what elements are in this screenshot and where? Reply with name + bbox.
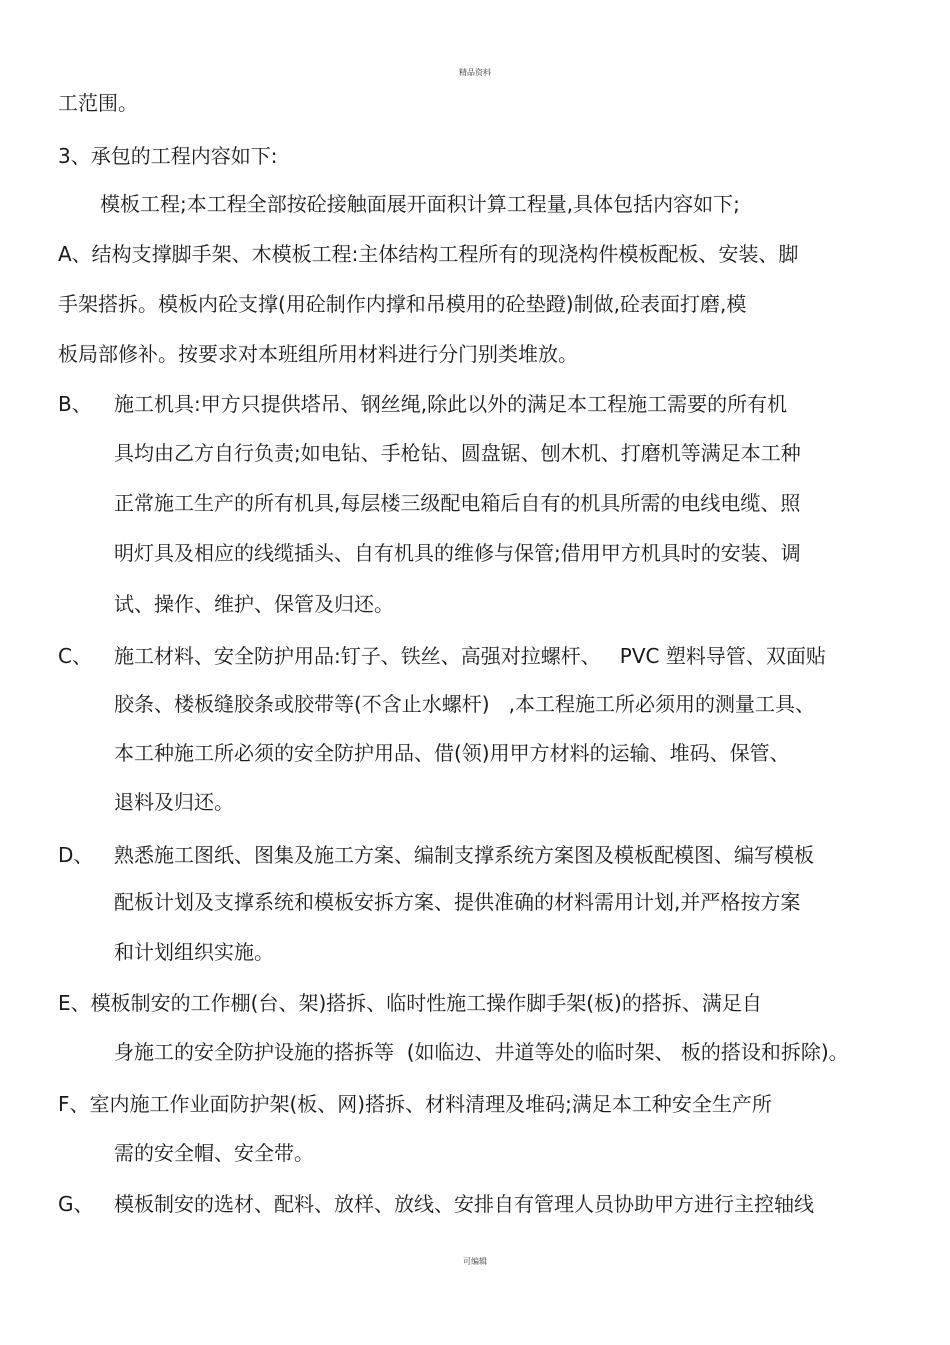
item-b-line: 正常施工生产的所有机具,每层楼三级配电箱后自有的机具所需的电线电缆、照 — [114, 491, 801, 515]
item-e-line: E、模板制安的工作棚(台、架)搭拆、临时性施工操作脚手架(板)的搭拆、满足自 — [58, 991, 762, 1015]
item-a-line: 手架搭拆。模板内砼支撑(用砼制作内撑和吊模用的砼垫蹬)制做,砼表面打磨,模 — [58, 292, 747, 316]
item-d-line: 配板计划及支撑系统和模板安拆方案、提供准确的材料需用计划,并严格按方案 — [114, 890, 801, 914]
item-c-label: C、 — [58, 644, 92, 668]
item-b-label: B、 — [58, 392, 92, 416]
section-heading: 3、承包的工程内容如下: — [58, 144, 278, 168]
item-f-line: 需的安全帽、安全带。 — [114, 1141, 314, 1165]
intro-line: 工范围。 — [58, 91, 138, 115]
item-a-line: A、结构支撑脚手架、木模板工程:主体结构工程所有的现浇构件模板配板、安装、脚 — [58, 242, 799, 266]
item-b-line: 试、操作、维护、保管及归还。 — [114, 592, 394, 616]
item-b-line: 明灯具及相应的线缆插头、自有机具的维修与保管;借用甲方机具时的安装、调 — [114, 541, 801, 565]
item-b-line: 具均由乙方自行负责;如电钻、手枪钻、圆盘锯、刨木机、打磨机等满足本工种 — [114, 441, 801, 465]
page-header: 精品资料 — [459, 68, 491, 77]
item-f-line: F、室内施工作业面防护架(板、网)搭拆、材料清理及堆码;满足本工种安全生产所 — [58, 1092, 772, 1116]
item-c-line: 胶条、楼板缝胶条或胶带等(不含止水螺杆) ,本工程施工所必须用的测量工具、 — [114, 692, 816, 716]
item-c-line: 施工材料、安全防护用品:钉子、铁丝、高强对拉螺杆、 PVC 塑料导管、双面贴 — [114, 644, 826, 668]
item-c-line: 本工种施工所必须的安全防护用品、借(领)用甲方材料的运输、堆码、保管、 — [114, 741, 790, 765]
intro-paragraph: 模板工程;本工程全部按砼接触面展开面积计算工程量,具体包括内容如下; — [100, 192, 740, 216]
item-g-label: G、 — [58, 1192, 94, 1216]
item-b-line: 施工机具:甲方只提供塔吊、钢丝绳,除此以外的满足本工程施工需要的所有机 — [114, 392, 788, 416]
item-d-line: 熟悉施工图纸、图集及施工方案、编制支撑系统方案图及模板配模图、编写模板 — [114, 843, 814, 867]
item-d-line: 和计划组织实施。 — [114, 940, 274, 964]
item-g-line: 模板制安的选材、配料、放样、放线、安排自有管理人员协助甲方进行主控轴线 — [114, 1192, 814, 1216]
item-a-line: 板局部修补。按要求对本班组所用材料进行分门别类堆放。 — [58, 342, 578, 366]
item-d-label: D、 — [58, 843, 94, 867]
item-c-line: 退料及归还。 — [114, 790, 234, 814]
page-footer: 可编辑 — [463, 1257, 487, 1266]
item-e-line: 身施工的安全防护设施的搭拆等 (如临边、井道等处的临时架、 板的搭设和拆除)。 — [114, 1040, 849, 1064]
